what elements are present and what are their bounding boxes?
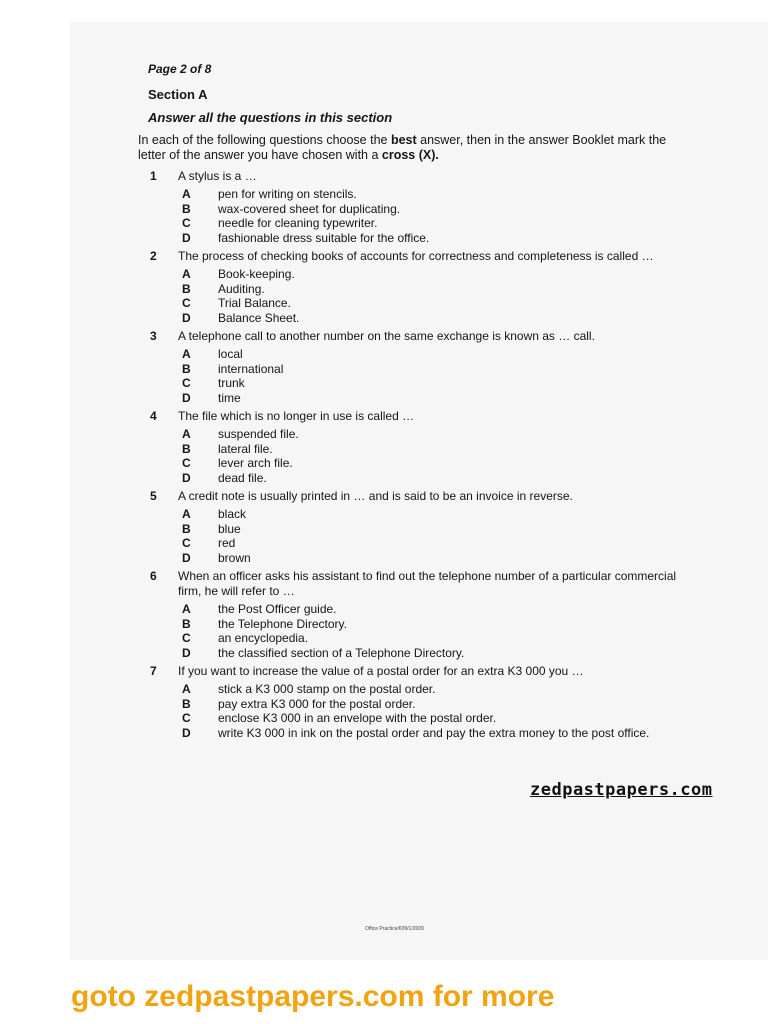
option-letter: D <box>182 725 191 740</box>
option-list <box>178 347 678 405</box>
option-letter: C <box>182 711 191 725</box>
question-4 <box>138 409 678 485</box>
option-text: time <box>218 390 241 405</box>
option-text: lever arch file. <box>218 456 293 470</box>
option-letter: C <box>182 296 191 310</box>
option-text: enclose K3 000 in an envelope with the postal order. <box>218 711 497 725</box>
option-letter: B <box>182 441 191 456</box>
option-c <box>178 631 678 646</box>
option-letter: A <box>182 602 191 616</box>
option-letter: D <box>182 645 191 660</box>
question-text: A telephone call to another number on the same exchange is known as … call. <box>178 329 595 343</box>
question-text: When an officer asks his assistant to find out the telephone number of a particular commercial firm, he will refer to … <box>178 569 677 598</box>
question-1 <box>138 169 678 245</box>
option-text: pay extra K3 000 for the postal order. <box>218 696 416 711</box>
option-letter: D <box>182 310 191 325</box>
question-number: 2 <box>150 249 157 263</box>
option-text: suspended file. <box>218 427 299 441</box>
option-letter: B <box>182 201 191 216</box>
option-letter: B <box>182 361 191 376</box>
option-list <box>178 602 678 660</box>
option-text: pen for writing on stencils. <box>218 187 357 201</box>
option-text: the Telephone Directory. <box>218 616 347 631</box>
option-a <box>178 267 678 282</box>
option-d <box>178 726 678 741</box>
option-text: needle for cleaning typewriter. <box>218 216 378 230</box>
option-d <box>178 311 678 326</box>
option-text: red <box>218 536 236 550</box>
option-text: Balance Sheet. <box>218 310 300 325</box>
option-letter: D <box>182 390 191 405</box>
answer-instruction: In each of the following questions choose the best answer, then in the answer Booklet mark the letter of the answer you have chosen with a cross (X). <box>138 133 667 162</box>
option-list <box>178 187 678 245</box>
option-text: international <box>218 361 284 376</box>
option-d <box>178 471 678 486</box>
option-letter: C <box>182 216 191 230</box>
option-letter: A <box>182 347 191 361</box>
question-7 <box>138 664 678 740</box>
option-text: Book-keeping. <box>218 267 295 281</box>
option-list <box>178 427 678 485</box>
option-text: the classified section of a Telephone Directory. <box>218 645 465 660</box>
question-text: The process of checking books of accounts for correctness and completeness is called … <box>178 249 654 263</box>
option-c <box>178 376 678 391</box>
option-c <box>178 456 678 471</box>
watermark-link[interactable]: zedpastpapers.com <box>530 780 713 800</box>
option-letter: B <box>182 696 191 711</box>
promo-banner[interactable]: goto zedpastpapers.com for more <box>71 980 555 1013</box>
option-b <box>178 362 678 377</box>
option-letter: C <box>182 376 191 390</box>
option-letter: B <box>182 281 191 296</box>
option-a <box>178 682 678 697</box>
option-list <box>178 682 678 740</box>
question-text: The file which is no longer in use is called … <box>178 409 415 423</box>
question-number: 5 <box>150 489 157 503</box>
option-d <box>178 551 678 566</box>
option-text: brown <box>218 550 251 565</box>
option-d <box>178 646 678 661</box>
option-letter: B <box>182 521 191 536</box>
option-d <box>178 231 678 246</box>
section-instruction: Answer all the questions in this section <box>148 110 393 125</box>
option-c <box>178 216 678 231</box>
question-number: 1 <box>150 169 157 183</box>
option-a <box>178 347 678 362</box>
question-5 <box>138 489 678 565</box>
question-list <box>138 169 678 740</box>
page-number: Page 2 of 8 <box>148 62 212 76</box>
question-2 <box>138 249 678 325</box>
option-b <box>178 697 678 712</box>
question-text: A stylus is a … <box>178 169 257 183</box>
option-list <box>178 267 678 325</box>
question-3 <box>138 329 678 405</box>
option-b <box>178 442 678 457</box>
option-letter: A <box>182 507 191 521</box>
option-a <box>178 427 678 442</box>
option-a <box>178 507 678 522</box>
option-text: lateral file. <box>218 441 273 456</box>
option-c <box>178 296 678 311</box>
question-number: 4 <box>150 409 157 423</box>
option-text: fashionable dress suitable for the office. <box>218 230 430 245</box>
option-c <box>178 711 678 726</box>
option-letter: D <box>182 550 191 565</box>
question-number: 7 <box>150 664 157 678</box>
option-letter: D <box>182 230 191 245</box>
option-text: Auditing. <box>218 281 265 296</box>
option-letter: D <box>182 470 191 485</box>
option-d <box>178 391 678 406</box>
option-a <box>178 602 678 617</box>
question-text: If you want to increase the value of a postal order for an extra K3 000 you … <box>178 664 584 678</box>
option-b <box>178 522 678 537</box>
question-6 <box>138 569 678 660</box>
option-text: dead file. <box>218 470 267 485</box>
question-text: A credit note is usually printed in … and is said to be an invoice in reverse. <box>178 489 573 503</box>
option-text: black <box>218 507 247 521</box>
option-letter: A <box>182 267 191 281</box>
option-text: stick a K3 000 stamp on the postal order. <box>218 682 436 696</box>
option-letter: B <box>182 616 191 631</box>
section-title: Section A <box>148 87 208 102</box>
option-letter: A <box>182 187 191 201</box>
question-number: 3 <box>150 329 157 343</box>
option-text: blue <box>218 521 241 536</box>
option-text: local <box>218 347 243 361</box>
option-text: wax-covered sheet for duplicating. <box>218 201 401 216</box>
option-b <box>178 617 678 632</box>
option-text: trunk <box>218 376 245 390</box>
option-list <box>178 507 678 565</box>
option-letter: A <box>182 682 191 696</box>
option-letter: A <box>182 427 191 441</box>
option-b <box>178 282 678 297</box>
option-b <box>178 202 678 217</box>
option-text: an encyclopedia. <box>218 631 309 645</box>
option-text: Trial Balance. <box>218 296 291 310</box>
footer-code: Office Practice/609/1/2009 <box>365 926 424 932</box>
option-letter: C <box>182 536 191 550</box>
option-text: the Post Officer guide. <box>218 602 337 616</box>
option-text: write K3 000 in ink on the postal order and pay the extra money to the post office. <box>218 725 650 740</box>
option-a <box>178 187 678 202</box>
option-c <box>178 536 678 551</box>
question-number: 6 <box>150 569 157 583</box>
option-letter: C <box>182 631 191 645</box>
exam-content <box>138 62 678 744</box>
option-letter: C <box>182 456 191 470</box>
